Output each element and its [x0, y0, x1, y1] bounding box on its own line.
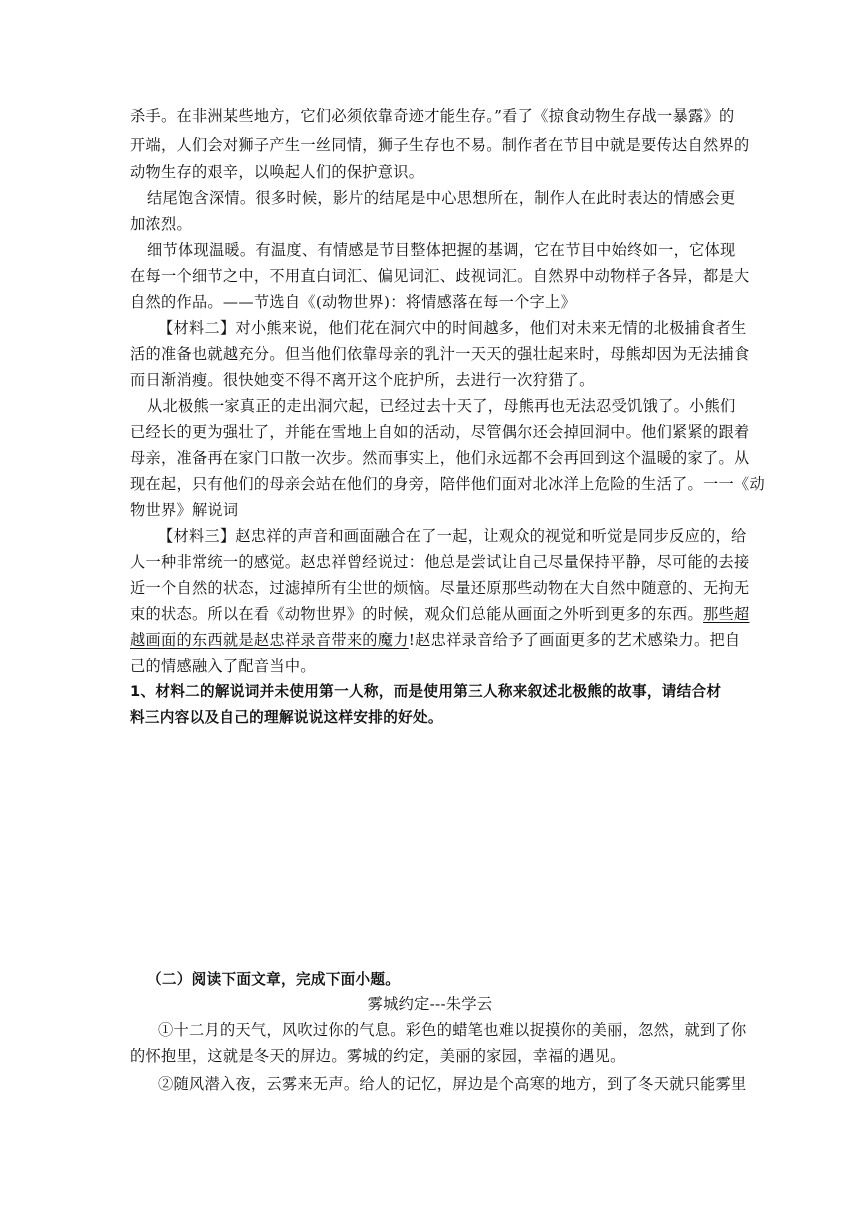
text-line: 结尾饱含深情。很多时候，影片的结尾是中心思想所在，制作人在此时表达的情感会更 — [147, 189, 736, 207]
text-line: 活的准备也就越充分。但当他们依靠母亲的乳汁一天天的强壮起来时，母熊却因为无法捕食 — [130, 345, 750, 363]
text-line: 的怀抱里，这就是冬天的屏边。雾城的约定，美丽的家园，幸福的遇见。 — [130, 1047, 626, 1065]
text-line: 开端，人们会对狮子产生一丝同情，狮子生存也不易。制作者在节目中就是要传达自然界的 — [130, 136, 750, 154]
text-line: 在每一个细节之中，不用直白词汇、偏见词汇、歧视词汇。自然界中动物样子各异，都是大 — [130, 267, 750, 285]
text-segment: 束的状态。所以在看《动物世界》的时候，观众们总能从画面之外听到更多的东西。 — [130, 605, 704, 623]
question-1-line: 1、材料二的解说词并未使用第一人称，而是使用第三人称来叙述北极熊的故事，请结合材 — [130, 683, 722, 700]
text-line: 杀手。在非洲某些地方，它们必须依靠奇迹才能生存。”看了《掠食动物生存战一暴露》的 — [130, 107, 735, 125]
text-line: 己的情感融入了配音当中。 — [130, 657, 316, 675]
text-line: 从北极熊一家真正的走出洞穴起，已经过去十天了，母熊再也无法忍受饥饿了。小熊们 — [147, 397, 736, 415]
text-line: 现在起，只有他们的母亲会站在他们的身旁，陪伴他们面对北冰洋上危险的生活了。一一《动 — [130, 475, 765, 493]
question-1-line: 料三内容以及自己的理解说说这样安排的好处。 — [130, 709, 443, 726]
text-line: 母亲，准备再在家门口散一次步。然而事实上，他们永远都不会再回到这个温暖的家了。从 — [130, 449, 750, 467]
underlined-text: 越画面的东西就是赵忠祥录音带来的魔力 — [130, 631, 409, 649]
text-line: 加浓烈。 — [130, 215, 192, 233]
text-line: 动物生存的艰辛，以唤起人们的保护意识。 — [130, 163, 425, 181]
text-line: 自然的作品。——节选自《(动物世界)：将情感落在每一个字上》 — [130, 293, 577, 311]
text-line — [130, 630, 740, 650]
section-two-heading: （二）阅读下面文章，完成下面小题。 — [147, 971, 401, 988]
text-line: 已经长的更为强壮了，并能在雪地上自如的活动，尽管偶尔还会掉回洞中。他们紧紧的跟着 — [130, 423, 750, 441]
text-line: 物世界》解说词 — [130, 501, 239, 519]
text-segment: !赵忠祥录音给予了画面更多的艺术感染力。把自 — [408, 631, 741, 649]
text-line: ①十二月的天气，风吹过你的气息。彩色的蜡笔也难以捉摸你的美丽，忽然，就到了你 — [158, 1021, 747, 1039]
text-line — [130, 604, 750, 624]
article-title: 雾城约定---朱学云 — [367, 995, 493, 1013]
material-two-heading-line: 【材料二】对小熊来说，他们花在洞穴中的时间越多，他们对未来无情的北极捕食者生 — [158, 319, 747, 337]
material-three-heading-line: 【材料三】赵忠祥的声音和画面融合在了一起，让观众的视觉和听觉是同步反应的，给 — [158, 527, 747, 545]
text-line: 细节体现温暖。有温度、有情感是节目整体把握的基调，它在节目中始终如一，它体现 — [147, 241, 736, 259]
text-line: 近一个自然的状态，过滤掉所有尘世的烦恼。尽量还原那些动物在大自然中随意的、无拘无 — [130, 579, 750, 597]
text-line: 而日渐消瘦。很快她变不得不离开这个庇护所，去进行一次狩猎了。 — [130, 371, 595, 389]
underlined-text: 那些超 — [703, 605, 750, 623]
text-line: 人一种非常统一的感觉。赵忠祥曾经说过：他总是尝试让自己尽量保持平静，尽可能的去接 — [130, 553, 750, 571]
text-line: ②随风潜入夜，云雾来无声。给人的记忆，屏边是个高寒的地方，到了冬天就只能雾里 — [158, 1075, 747, 1093]
